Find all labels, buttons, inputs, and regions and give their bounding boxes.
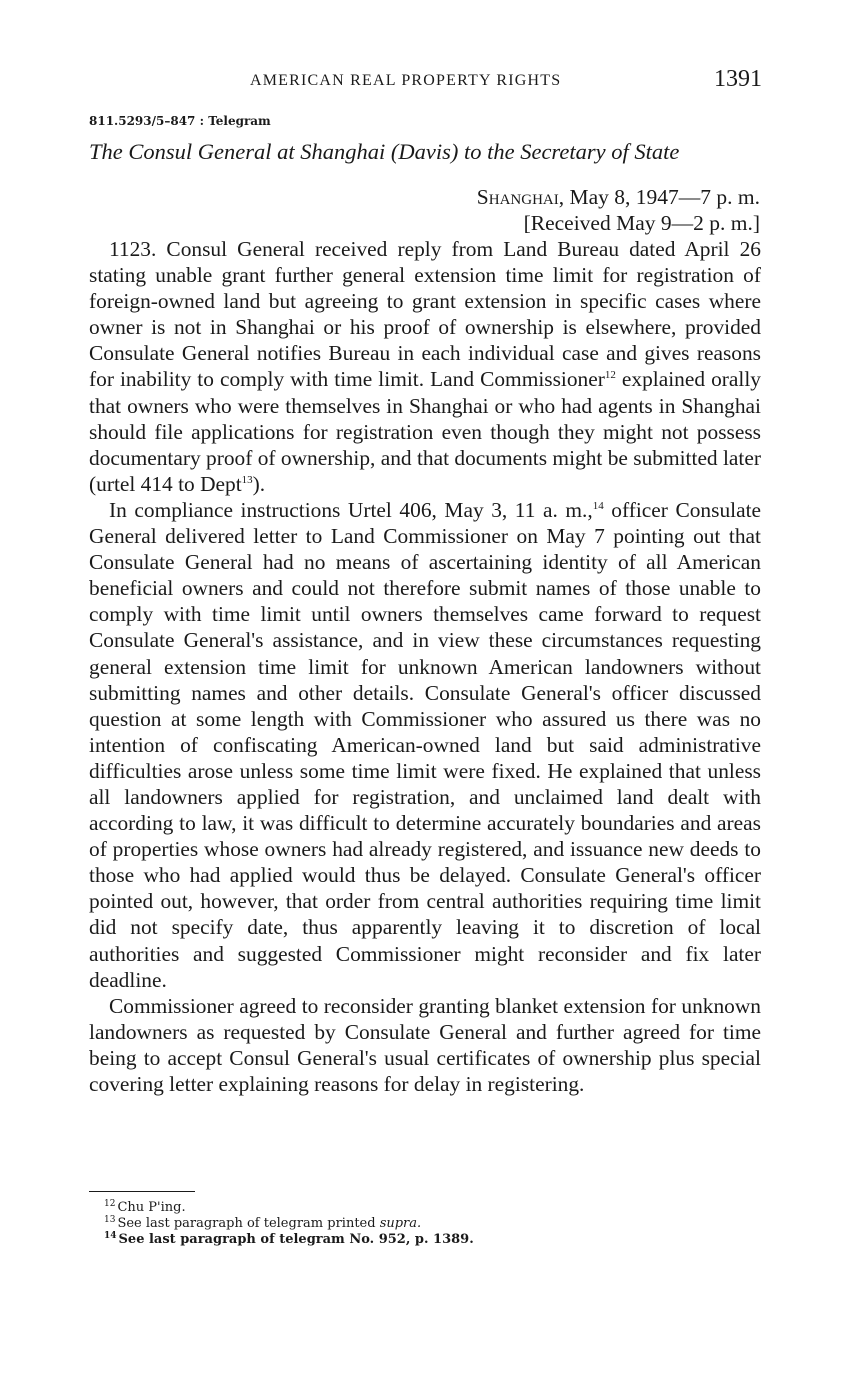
footnote-ref-13[interactable]: 13 (241, 473, 253, 486)
paragraph-1-text: 1123. Consul General received reply from Land Bureau dated April 26 stating unable grant further general extension time limit for registration of foreign-owned land but agreeing to grant extension in specific cases where owner is not in Shanghai or his proof of ownership is elsewhere, provided Consulate General notifies Bureau in each individual case and gives reasons for inability to comply with time limit. Land Commissioner (89, 237, 761, 392)
telegram-body (89, 236, 761, 1097)
dateline-place: Shanghai (476, 185, 559, 209)
footnote-13 (104, 1216, 474, 1232)
footnote-italic: supra. (379, 1216, 422, 1231)
footnote-marker: 13 (104, 1214, 116, 1225)
footnote-divider (89, 1191, 195, 1192)
dateline (477, 184, 760, 236)
paragraph-3: Commissioner agreed to reconsider granting blanket extension for unknown landowners as requested by Consulate General and further agreed for time being to accept Consul General's usual certificates of ownership plus special covering letter explaining reasons for delay in registering. (89, 993, 761, 1096)
dateline-sent (477, 184, 760, 210)
paragraph-1 (89, 236, 761, 497)
footnote-text: See last paragraph of telegram printed (117, 1216, 380, 1231)
paragraph-2-text: In compliance instructions Urtel 406, May 3, 11 a. m., (109, 497, 593, 522)
footnote-14 (104, 1232, 474, 1248)
paragraph-1-text-end: ). (252, 471, 266, 496)
footnote-text: Chu P'ing. (117, 1200, 186, 1215)
paragraph-2 (89, 497, 761, 993)
paragraph-2-text-cont: officer Consulate General delivered letter to Land Commissioner on May 7 pointing out that Consulate General had no means of ascertaining identity of all American beneficial owners and could not therefore submit names of those unable to comply with time limit until owners themselves came forward to request Consulate General's assistance, and in view these circumstances requesting general extension time limit for unknown American landowners without submitting names and other details. Consulate General's officer discussed question at some length with Commissioner who assured us there was no intention of confiscating American-owned land but said administrative difficulties arose unless some time limit were fixed. He explained that unless all landowners applied for registration, and unclaimed land dealt with according to law, it was difficult to determine accurately boundaries and areas of properties whose owners had already registered, and issuance new deeds to those who had applied would thus be delayed. Consulate General's officer pointed out, however, that order from central authorities requiring time limit did not specify date, thus apparently leaving it to discretion of local authorities and suggested Commissioner might reconsider and fix later deadline. (89, 497, 762, 992)
footnote-text: See last paragraph of telegram No. 952, p. 1389. (118, 1232, 474, 1247)
dateline-received: [Received May 9—2 p. m.] (523, 211, 760, 235)
running-head: AMERICAN REAL PROPERTY RIGHTS (250, 72, 562, 89)
footnote-ref-12[interactable]: 12 (604, 369, 616, 382)
footnote-12 (104, 1200, 474, 1216)
file-reference: 811.5293/5–847 : Telegram (89, 114, 271, 128)
footnote-marker: 12 (104, 1198, 116, 1209)
footnotes (104, 1200, 474, 1248)
dateline-date: , May 8, 1947—7 p. m. (558, 185, 760, 209)
page-number: 1391 (714, 66, 762, 92)
paragraph-1-text-cont: explained orally that owners who were themselves in Shanghai or who had agents in Shanghai should file applications for registration even though they might not possess documentary proof of ownership, and that documents might be submitted later (urtel 414 to Dept (89, 367, 761, 496)
document-title: The Consul General at Shanghai (Davis) to the Secretary of State (89, 139, 680, 164)
footnote-ref-14[interactable]: 14 (592, 499, 604, 512)
footnote-marker: 14 (104, 1230, 117, 1241)
